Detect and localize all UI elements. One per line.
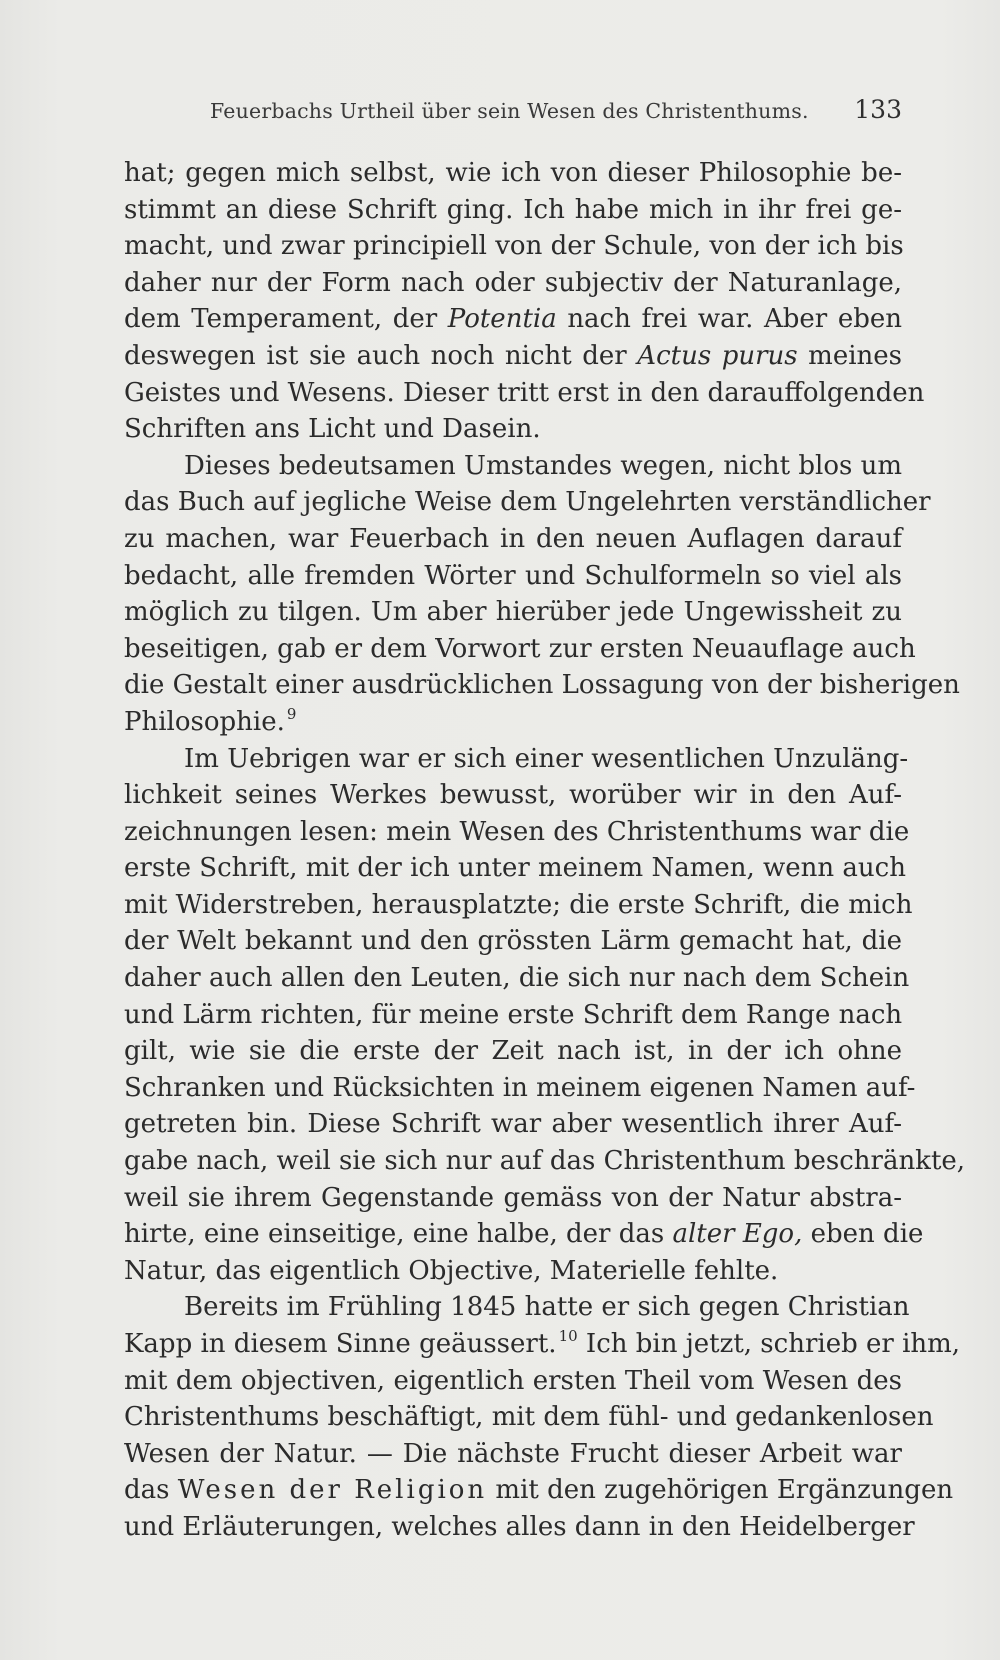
- text-line: der Welt bekannt und den grössten Lärm gemacht hat, die: [124, 926, 902, 957]
- running-head: [124, 95, 902, 129]
- text-line: gabe nach, weil sie sich nur auf das Christenthum beschränkte,: [124, 1146, 966, 1177]
- text-line: lichkeit seines Werkes bewusst, worüber wir in den Auf-: [124, 780, 902, 811]
- text-line: getreten bin. Diese Schrift war aber wesentlich ihrer Auf-: [124, 1109, 902, 1140]
- text-run: Ich bin jetzt, schrieb er ihm,: [577, 1329, 961, 1359]
- text-line: [124, 1216, 924, 1253]
- text-line: mit Widerstreben, herausplatzte; die erste Schrift, die mich: [124, 889, 913, 920]
- text-line: [124, 1472, 954, 1509]
- text-line: [124, 1326, 961, 1363]
- text-line: weil sie ihrem Gegenstande gemäss von der Natur abstra-: [124, 1182, 902, 1213]
- text-line: beseitigen, gab er dem Vorwort zur ersten Neuauflage auch: [124, 633, 916, 664]
- spaced-title-wesen-der-religion: Wesen der Religion: [177, 1475, 488, 1506]
- text-line: Geistes und Wesens. Dieser tritt erst in den darauffolgenden: [124, 377, 925, 408]
- text-line: mit dem objectiven, eigentlich ersten Theil vom Wesen des: [124, 1365, 902, 1396]
- text-line: Natur, das eigentlich Objective, Materielle fehlte.: [124, 1255, 779, 1286]
- text-line: [124, 338, 902, 375]
- text-line: möglich zu tilgen. Um aber hierüber jede Ungewissheit zu: [124, 597, 902, 628]
- text-run: mit den zugehörigen Ergänzungen: [487, 1475, 954, 1506]
- text-run: das: [124, 1475, 178, 1506]
- text-run: dem Temperament, der: [124, 304, 448, 335]
- text-line: Christenthums beschäftigt, mit dem fühl- und gedankenlosen: [124, 1402, 934, 1433]
- text-run: deswegen ist sie auch noch nicht der: [124, 340, 638, 371]
- text-run: eben die: [802, 1219, 924, 1250]
- text-line: hat; gegen mich selbst, wie ich von dieser Philosophie be-: [124, 158, 902, 188]
- italic-term-alter-ego: alter Ego,: [672, 1219, 803, 1250]
- text-line: erste Schrift, mit der ich unter meinem Namen, wenn auch: [124, 853, 906, 884]
- text-line: gilt, wie sie die erste der Zeit nach ist, in der ich ohne: [124, 1036, 902, 1067]
- running-title: Feuerbachs Urtheil über sein Wesen des Christenthums.: [210, 99, 809, 123]
- text-line: stimmt an diese Schrift ging. Ich habe mich in ihr frei ge-: [124, 194, 902, 225]
- body-text: [124, 155, 966, 1546]
- text-line: die Gestalt einer ausdrücklichen Lossagung von der bisherigen: [124, 670, 960, 701]
- text-line: Wesen der Natur. — Die nächste Frucht dieser Arbeit war: [124, 1438, 902, 1469]
- text-line: macht, und zwar principiell von der Schule, von der ich bis: [124, 231, 904, 262]
- text-line: Schriften ans Licht und Dasein.: [124, 414, 541, 445]
- text-run: hirte, eine einseitige, eine halbe, der das: [124, 1219, 673, 1250]
- footnote-marker-10: 10: [558, 1327, 578, 1345]
- text-run: nach frei war. Aber eben: [556, 304, 902, 335]
- text-line: zu machen, war Feuerbach in den neuen Auflagen darauf: [124, 523, 902, 554]
- text-line: Im Uebrigen war er sich einer wesentlichen Unzuläng-: [184, 743, 909, 774]
- text-line: Dieses bedeutsamen Umstandes wegen, nicht blos um: [184, 450, 902, 481]
- text-line: und Erläuterungen, welches alles dann in den Heidelberger: [124, 1511, 915, 1542]
- italic-term-potentia: Potentia: [447, 304, 557, 335]
- text-line: zeichnungen lesen: mein Wesen des Christenthums war die: [124, 816, 910, 847]
- text-line: und Lärm richten, für meine erste Schrift dem Range nach: [124, 999, 903, 1030]
- text-run: Philosophie.: [124, 706, 285, 737]
- text-line: [124, 704, 902, 741]
- text-run: Kapp in diesem Sinne geäussert.: [124, 1329, 557, 1359]
- text-line: Schranken und Rücksichten in meinem eigenen Namen auf-: [124, 1072, 916, 1103]
- text-run: meines: [797, 340, 903, 371]
- text-line: [124, 301, 902, 338]
- text-line: bedacht, alle fremden Wörter und Schulformeln so viel als: [124, 560, 902, 591]
- text-line: Bereits im Frühling 1845 hatte er sich gegen Christian: [184, 1292, 910, 1323]
- text-line: das Buch auf jegliche Weise dem Ungelehrten verständlicher: [124, 487, 931, 518]
- footnote-marker-9: 9: [286, 704, 297, 723]
- text-line: daher nur der Form nach oder subjectiv der Naturanlage,: [124, 267, 902, 298]
- text-line: daher auch allen den Leuten, die sich nur nach dem Schein: [124, 963, 910, 994]
- page-number: 133: [854, 95, 902, 124]
- italic-term-actus-purus: Actus purus: [637, 340, 798, 371]
